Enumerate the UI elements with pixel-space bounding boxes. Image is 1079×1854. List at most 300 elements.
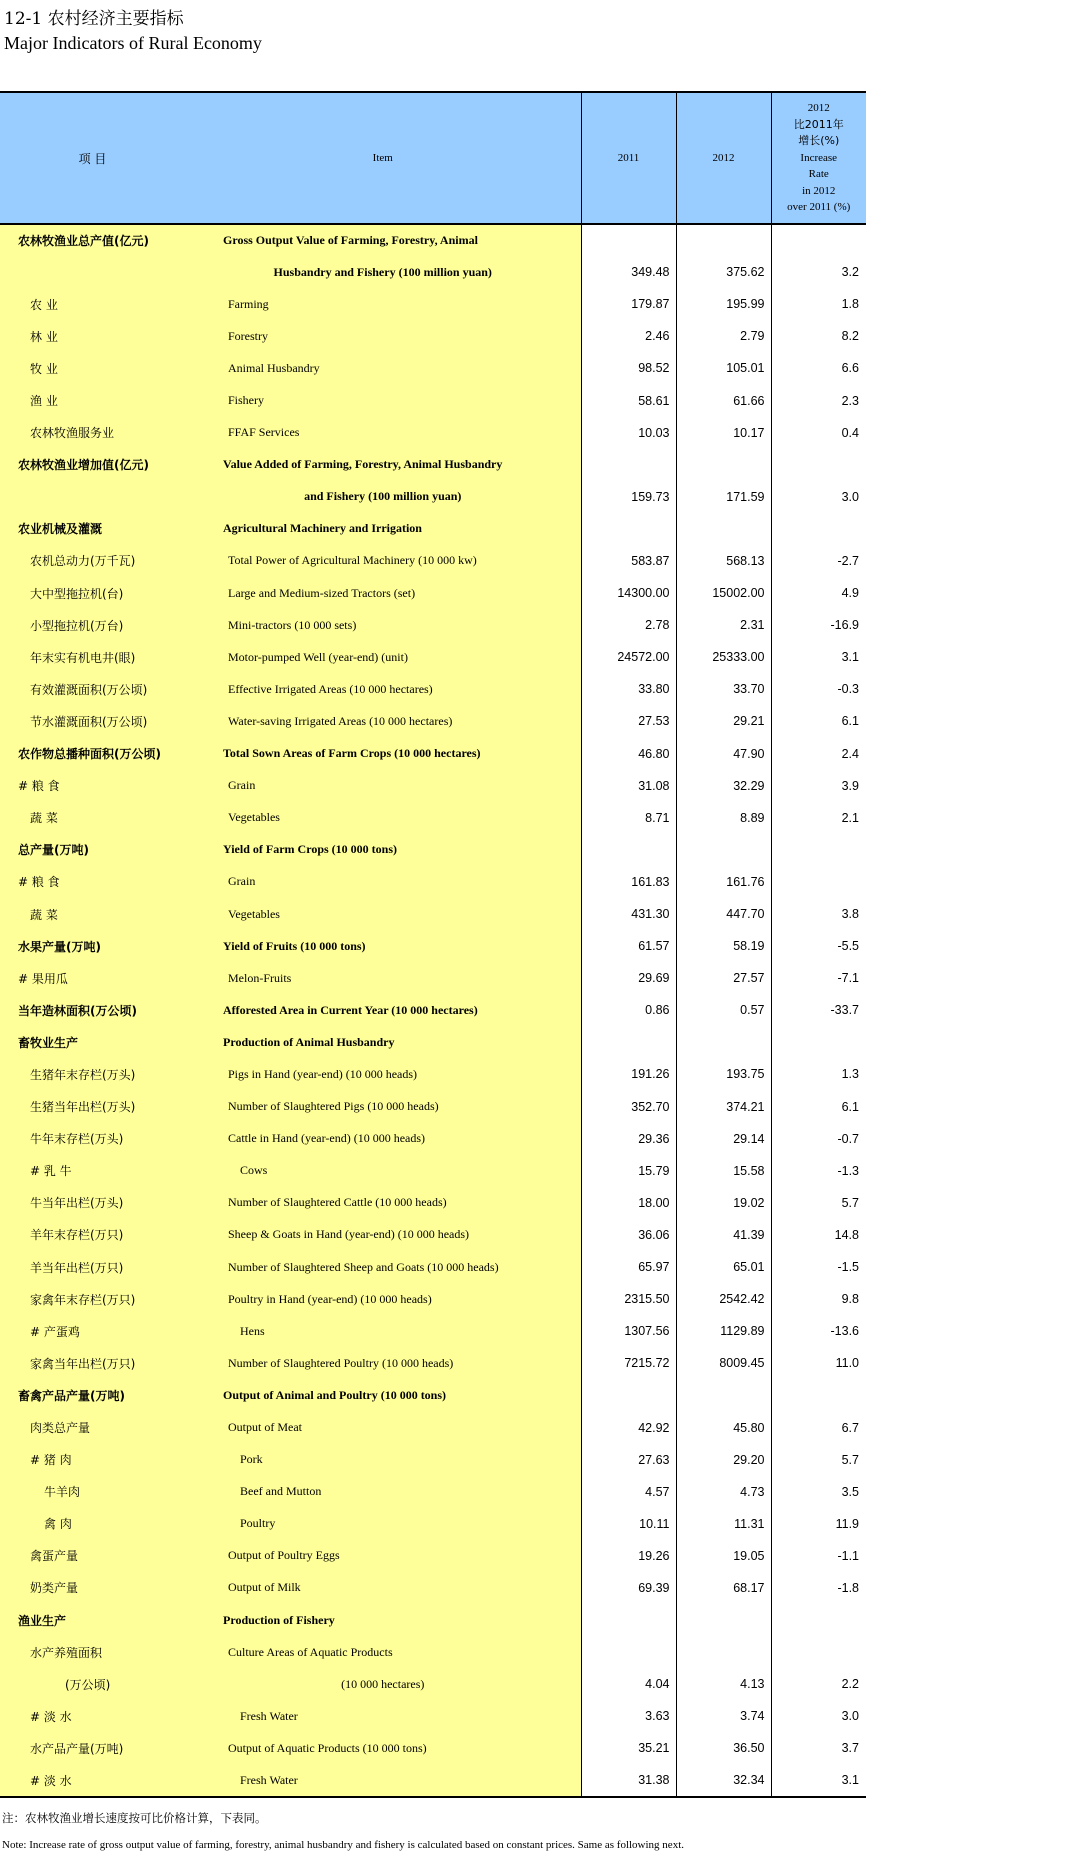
row-increase-rate: 2.4 [841, 746, 859, 761]
row-item-cn: 奶类产量 [0, 1572, 185, 1604]
row-increase-rate [771, 866, 866, 898]
row-value-2012: 0.57 [676, 994, 771, 1026]
row-value-2011 [581, 1026, 676, 1058]
row-item-en: Hens [185, 1315, 581, 1347]
table-row [0, 320, 866, 352]
row-value-2012: 45.80 [676, 1411, 771, 1443]
row-value-2012: 10.17 [676, 417, 771, 449]
row-increase-rate: 6.1 [841, 1099, 859, 1114]
table-row [0, 1219, 866, 1251]
table-row [0, 1155, 866, 1187]
table-row [0, 609, 866, 641]
row-item-en: Poultry in Hand (year-end) (10 000 heads) [185, 1283, 581, 1315]
row-item-cn: # 产蛋鸡 [0, 1315, 185, 1347]
row-value-2011: 2315.50 [581, 1283, 676, 1315]
row-item-cn: 农林牧渔业增加值(亿元) [0, 449, 185, 481]
row-increase-rate: 9.8 [841, 1292, 859, 1307]
row-item-cn: 有效灌溉面积(万公顷) [0, 673, 185, 705]
row-item-en: Yield of Fruits (10 000 tons) [185, 930, 581, 962]
row-value-2011: 27.63 [581, 1444, 676, 1476]
row-increase-rate: 0.4 [841, 425, 859, 440]
row-value-2011: 98.52 [581, 352, 676, 384]
row-value-2011: 61.57 [581, 930, 676, 962]
table-row [0, 449, 866, 481]
table-row [0, 673, 866, 705]
row-item-cn: 渔业生产 [0, 1604, 185, 1636]
table-row [0, 1091, 866, 1123]
row-item-cn: 水产养殖面积 [0, 1636, 185, 1668]
row-increase-rate: 6.1 [841, 714, 859, 729]
row-increase-rate: 3.1 [771, 1765, 866, 1797]
row-item-cn: 家禽当年出栏(万只) [0, 1347, 185, 1379]
row-item-cn: 蔬 菜 [0, 898, 185, 930]
row-item-en: Number of Slaughtered Cattle (10 000 heads) [185, 1187, 581, 1219]
row-value-2012: 32.34 [676, 1765, 771, 1797]
header-rate-line: 增长(%) [798, 134, 840, 148]
row-item-cn: 牧 业 [0, 352, 185, 384]
row-value-2012: 4.13 [676, 1668, 771, 1700]
row-value-2012 [676, 449, 771, 481]
row-value-2011 [581, 1604, 676, 1636]
row-value-2012: 32.29 [676, 770, 771, 802]
row-value-2012: 33.70 [676, 673, 771, 705]
table-row [0, 738, 866, 770]
row-increase-rate: 3.8 [841, 907, 859, 922]
table-row [0, 1636, 866, 1668]
row-increase-rate: 11.9 [835, 1516, 859, 1531]
row-item-cn: 蔬 菜 [0, 802, 185, 834]
row-value-2011: 7215.72 [581, 1347, 676, 1379]
row-value-2011: 4.04 [581, 1668, 676, 1700]
row-increase-rate: -16.9 [830, 618, 859, 633]
row-item-en: Vegetables [185, 802, 581, 834]
row-value-2011: 191.26 [581, 1058, 676, 1090]
table-row [0, 1765, 866, 1797]
row-value-2011: 159.73 [581, 481, 676, 513]
row-value-2011 [581, 1636, 676, 1668]
row-increase-rate: 5.7 [841, 1195, 859, 1210]
row-item-en: Gross Output Value of Farming, Forestry, Animal [185, 224, 581, 256]
row-value-2011: 583.87 [581, 545, 676, 577]
row-item-en: Grain [185, 866, 581, 898]
row-increase-rate: -1.5 [837, 1260, 859, 1275]
row-item-en: Farming [185, 288, 581, 320]
row-item-cn: # 粮 食 [0, 770, 185, 802]
row-increase-rate: -0.3 [837, 682, 859, 697]
table-row [0, 1347, 866, 1379]
row-item-cn: 羊当年出栏(万只) [0, 1251, 185, 1283]
row-item-en: and Fishery (100 million yuan) [185, 481, 581, 513]
row-item-cn: 农业机械及灌溉 [0, 513, 185, 545]
footnote-cn: 注：农林牧渔业增长速度按可比价格计算，下表同。 [2, 1811, 267, 1825]
row-item-en: Animal Husbandry [185, 352, 581, 384]
row-item-cn: 牛羊肉 [0, 1476, 185, 1508]
row-item-en: Number of Slaughtered Poultry (10 000 heads) [185, 1347, 581, 1379]
table-row [0, 1444, 866, 1476]
row-value-2012 [676, 1604, 771, 1636]
row-increase-rate: -1.3 [837, 1163, 859, 1178]
row-value-2012: 171.59 [676, 481, 771, 513]
row-increase-rate: 3.0 [841, 489, 859, 504]
row-increase-rate [771, 834, 866, 866]
row-value-2012: 36.50 [676, 1732, 771, 1764]
row-value-2012: 29.20 [676, 1444, 771, 1476]
table-row [0, 1187, 866, 1219]
row-item-cn: 农林牧渔业总产值(亿元) [0, 224, 185, 256]
row-item-en: Value Added of Farming, Forestry, Animal Husbandry [185, 449, 581, 481]
row-value-2012 [676, 1636, 771, 1668]
row-value-2012 [676, 224, 771, 256]
row-value-2012: 27.57 [676, 962, 771, 994]
row-item-cn: 水产品产量(万吨) [0, 1732, 185, 1764]
row-value-2011: 18.00 [581, 1187, 676, 1219]
row-item-en: Vegetables [185, 898, 581, 930]
row-increase-rate: 3.2 [841, 265, 859, 280]
table-row [0, 1700, 866, 1732]
row-item-cn: 生猪当年出栏(万头) [0, 1091, 185, 1123]
row-value-2011: 349.48 [581, 256, 676, 288]
row-increase-rate: 2.2 [841, 1677, 859, 1692]
row-item-en: Output of Meat [185, 1411, 581, 1443]
row-increase-rate: -5.5 [837, 939, 859, 954]
row-value-2012: 61.66 [676, 384, 771, 416]
table-row [0, 288, 866, 320]
row-item-en: Husbandry and Fishery (100 million yuan) [185, 256, 581, 288]
row-item-cn: 畜牧业生产 [0, 1026, 185, 1058]
row-value-2011: 36.06 [581, 1219, 676, 1251]
row-item-cn: 节水灌溉面积(万公顷) [0, 705, 185, 737]
header-item-en: Item [185, 92, 581, 224]
row-increase-rate: 2.1 [841, 810, 859, 825]
table-row [0, 770, 866, 802]
row-value-2011 [581, 449, 676, 481]
header-rate-line: Rate [808, 168, 829, 181]
row-value-2011 [581, 1379, 676, 1411]
table-row [0, 1411, 866, 1443]
row-value-2012 [676, 513, 771, 545]
row-item-en: Poultry [185, 1508, 581, 1540]
table-row [0, 224, 866, 256]
row-value-2011: 35.21 [581, 1732, 676, 1764]
row-increase-rate: -13.6 [830, 1324, 859, 1339]
row-item-en: Cows [185, 1155, 581, 1187]
row-item-en: Pork [185, 1444, 581, 1476]
row-item-en: Total Power of Agricultural Machinery (10 000 kw) [185, 545, 581, 577]
row-item-en: Culture Areas of Aquatic Products [185, 1636, 581, 1668]
row-value-2011: 58.61 [581, 384, 676, 416]
row-value-2011: 8.71 [581, 802, 676, 834]
row-increase-rate: 6.7 [841, 1420, 859, 1435]
row-value-2011: 10.03 [581, 417, 676, 449]
row-value-2011: 29.69 [581, 962, 676, 994]
row-item-cn: 总产量(万吨) [0, 834, 185, 866]
row-value-2012 [676, 1026, 771, 1058]
row-increase-rate: 1.3 [841, 1067, 859, 1082]
row-item-en: Mini-tractors (10 000 sets) [185, 609, 581, 641]
table-title-en: Major Indicators of Rural Economy [4, 33, 262, 53]
row-item-cn: 牛当年出栏(万头) [0, 1187, 185, 1219]
row-item-cn: 羊年末存栏(万只) [0, 1219, 185, 1251]
row-value-2011: 431.30 [581, 898, 676, 930]
row-item-en: Output of Poultry Eggs [185, 1540, 581, 1572]
row-item-en: Production of Animal Husbandry [185, 1026, 581, 1058]
row-item-en: Afforested Area in Current Year (10 000 hectares) [185, 994, 581, 1026]
row-value-2011: 69.39 [581, 1572, 676, 1604]
row-item-cn: 小型拖拉机(万台) [0, 609, 185, 641]
row-increase-rate: -1.1 [837, 1548, 859, 1563]
row-value-2011 [581, 224, 676, 256]
table-row [0, 994, 866, 1026]
row-value-2011: 161.83 [581, 866, 676, 898]
header-rate-line: over 2011 (%) [787, 201, 851, 214]
row-item-en: Yield of Farm Crops (10 000 tons) [185, 834, 581, 866]
row-value-2012 [676, 1379, 771, 1411]
row-item-en: Large and Medium-sized Tractors (set) [185, 577, 581, 609]
header-increase-rate [771, 92, 866, 224]
row-increase-rate: 11.0 [835, 1356, 859, 1371]
row-value-2011: 24572.00 [581, 641, 676, 673]
row-item-en: (10 000 hectares) [185, 1668, 581, 1700]
table-row [0, 545, 866, 577]
row-value-2012: 15002.00 [676, 577, 771, 609]
row-item-cn: (万公顷) [0, 1668, 185, 1700]
row-item-en: Water-saving Irrigated Areas (10 000 hectares) [185, 705, 581, 737]
row-item-en: Forestry [185, 320, 581, 352]
row-item-cn: 生猪年末存栏(万头) [0, 1058, 185, 1090]
row-increase-rate [771, 1604, 866, 1636]
row-value-2012: 65.01 [676, 1251, 771, 1283]
table-row [0, 256, 866, 288]
row-item-en: Output of Aquatic Products (10 000 tons) [185, 1732, 581, 1764]
row-item-en: Effective Irrigated Areas (10 000 hectares) [185, 673, 581, 705]
row-increase-rate: 3.0 [841, 1709, 859, 1724]
row-value-2012: 2.31 [676, 609, 771, 641]
row-item-cn: 农机总动力(万千瓦) [0, 545, 185, 577]
row-value-2011: 31.38 [581, 1765, 676, 1797]
table-row [0, 384, 866, 416]
table-row [0, 1315, 866, 1347]
table-row [0, 1572, 866, 1604]
row-increase-rate: 2.3 [841, 393, 859, 408]
row-increase-rate [771, 1026, 866, 1058]
row-item-cn: # 淡 水 [0, 1700, 185, 1732]
table-title-cn: 12-1 农村经济主要指标 [4, 9, 184, 29]
row-value-2011: 179.87 [581, 288, 676, 320]
header-rate-line: Increase [800, 151, 838, 164]
table-row [0, 1732, 866, 1764]
row-item-cn: 大中型拖拉机(台) [0, 577, 185, 609]
row-value-2012: 1129.89 [676, 1315, 771, 1347]
row-increase-rate: -7.1 [837, 971, 859, 986]
table-row [0, 705, 866, 737]
table-row [0, 1283, 866, 1315]
row-value-2011: 42.92 [581, 1411, 676, 1443]
row-item-en: Pigs in Hand (year-end) (10 000 heads) [185, 1058, 581, 1090]
row-value-2011 [581, 834, 676, 866]
table-row [0, 577, 866, 609]
row-increase-rate: 3.7 [841, 1741, 859, 1756]
table-row [0, 1668, 866, 1700]
table-row [0, 1058, 866, 1090]
row-item-cn: # 淡 水 [0, 1765, 185, 1797]
row-item-cn: 畜禽产品产量(万吨) [0, 1379, 185, 1411]
row-item-cn: 家禽年末存栏(万只) [0, 1283, 185, 1315]
row-value-2011: 2.46 [581, 320, 676, 352]
row-increase-rate: 4.9 [841, 586, 859, 601]
row-item-en: Fresh Water [185, 1700, 581, 1732]
row-value-2012: 375.62 [676, 256, 771, 288]
row-value-2011: 31.08 [581, 770, 676, 802]
row-item-cn: # 果用瓜 [0, 962, 185, 994]
table-row [0, 898, 866, 930]
row-increase-rate: 8.2 [841, 329, 859, 344]
indicators-table-container [0, 91, 866, 1798]
table-row [0, 962, 866, 994]
row-item-cn [0, 481, 185, 513]
row-increase-rate [771, 449, 866, 481]
row-item-en: Sheep & Goats in Hand (year-end) (10 000 heads) [185, 1219, 581, 1251]
row-item-cn: 渔 业 [0, 384, 185, 416]
table-row [0, 417, 866, 449]
table-row [0, 866, 866, 898]
row-increase-rate: -1.8 [837, 1580, 859, 1595]
row-increase-rate [771, 1636, 866, 1668]
header-rate-line: 2012 [807, 102, 830, 115]
footnote-en: Note: Increase rate of gross output value of farming, forestry, animal husbandry and fishery is calculated based on constant prices. Same as following next. [2, 1839, 684, 1851]
row-item-cn: 农林牧渔服务业 [0, 417, 185, 449]
row-item-en: Total Sown Areas of Farm Crops (10 000 hectares) [185, 738, 581, 770]
row-item-en: Number of Slaughtered Sheep and Goats (10 000 heads) [185, 1251, 581, 1283]
table-row [0, 802, 866, 834]
row-item-cn: 禽蛋产量 [0, 1540, 185, 1572]
row-value-2011: 3.63 [581, 1700, 676, 1732]
row-value-2012: 8009.45 [676, 1347, 771, 1379]
row-item-cn: 牛年末存栏(万头) [0, 1123, 185, 1155]
header-rate-line: in 2012 [802, 184, 836, 197]
row-value-2012: 195.99 [676, 288, 771, 320]
row-increase-rate [771, 513, 866, 545]
row-value-2012: 161.76 [676, 866, 771, 898]
table-row [0, 641, 866, 673]
row-item-en: Production of Fishery [185, 1604, 581, 1636]
row-value-2011: 15.79 [581, 1155, 676, 1187]
row-increase-rate: 14.8 [834, 1227, 859, 1242]
row-item-cn: 林 业 [0, 320, 185, 352]
row-item-cn: 水果产量(万吨) [0, 930, 185, 962]
table-row [0, 1540, 866, 1572]
row-value-2011: 0.86 [581, 994, 676, 1026]
row-item-en: Beef and Mutton [185, 1476, 581, 1508]
table-body [0, 224, 866, 1797]
indicators-table [0, 91, 866, 1798]
row-value-2012: 4.73 [676, 1476, 771, 1508]
row-value-2012: 374.21 [676, 1091, 771, 1123]
row-increase-rate: 3.5 [841, 1484, 859, 1499]
row-value-2012: 68.17 [676, 1572, 771, 1604]
row-value-2012: 19.05 [676, 1540, 771, 1572]
header-rate-line: 比2011年 [793, 117, 844, 131]
row-value-2012: 105.01 [676, 352, 771, 384]
header-year-2012: 2012 [676, 92, 771, 224]
row-value-2011: 27.53 [581, 705, 676, 737]
row-item-cn: 年末实有机电井(眼) [0, 641, 185, 673]
row-item-en: Motor-pumped Well (year-end) (unit) [185, 641, 581, 673]
row-value-2012: 47.90 [676, 738, 771, 770]
table-row [0, 1476, 866, 1508]
row-value-2011 [581, 513, 676, 545]
row-value-2012: 2542.42 [676, 1283, 771, 1315]
row-item-cn: 肉类总产量 [0, 1411, 185, 1443]
table-row [0, 1379, 866, 1411]
row-value-2012: 29.14 [676, 1123, 771, 1155]
row-item-en: Number of Slaughtered Pigs (10 000 heads) [185, 1091, 581, 1123]
row-value-2011: 46.80 [581, 738, 676, 770]
row-value-2012: 8.89 [676, 802, 771, 834]
row-item-cn: # 猪 肉 [0, 1444, 185, 1476]
row-increase-rate [771, 224, 866, 256]
row-item-cn: 当年造林面积(万公顷) [0, 994, 185, 1026]
table-row [0, 352, 866, 384]
row-value-2012: 41.39 [676, 1219, 771, 1251]
row-increase-rate: -0.7 [837, 1131, 859, 1146]
row-value-2011: 65.97 [581, 1251, 676, 1283]
row-increase-rate: 6.6 [841, 361, 859, 376]
row-increase-rate: -33.7 [830, 1003, 859, 1018]
row-value-2011: 29.36 [581, 1123, 676, 1155]
row-value-2012: 11.31 [676, 1508, 771, 1540]
row-value-2011: 1307.56 [581, 1315, 676, 1347]
table-header-row [0, 92, 866, 224]
row-item-cn: # 乳 牛 [0, 1155, 185, 1187]
table-row [0, 1604, 866, 1636]
row-item-cn: 农 业 [0, 288, 185, 320]
row-value-2011: 14300.00 [581, 577, 676, 609]
row-value-2011: 2.78 [581, 609, 676, 641]
row-increase-rate: -2.7 [837, 553, 859, 568]
row-item-cn: 农作物总播种面积(万公顷) [0, 738, 185, 770]
row-value-2011: 10.11 [581, 1508, 676, 1540]
row-increase-rate: 5.7 [841, 1452, 859, 1467]
header-item-cn: 项 目 [0, 92, 185, 224]
row-value-2012 [676, 834, 771, 866]
row-value-2012: 19.02 [676, 1187, 771, 1219]
row-increase-rate: 3.9 [841, 778, 859, 793]
row-increase-rate: 1.8 [841, 297, 859, 312]
row-value-2011: 352.70 [581, 1091, 676, 1123]
table-row [0, 481, 866, 513]
row-value-2012: 447.70 [676, 898, 771, 930]
row-item-en: Cattle in Hand (year-end) (10 000 heads) [185, 1123, 581, 1155]
row-item-en: Grain [185, 770, 581, 802]
row-item-en: Output of Animal and Poultry (10 000 tons) [185, 1379, 581, 1411]
row-item-en: FFAF Services [185, 417, 581, 449]
row-item-cn: 禽 肉 [0, 1508, 185, 1540]
header-year-2011: 2011 [581, 92, 676, 224]
row-item-en: Melon-Fruits [185, 962, 581, 994]
row-increase-rate: 3.1 [841, 650, 859, 665]
row-item-cn [0, 256, 185, 288]
row-value-2012: 29.21 [676, 705, 771, 737]
row-value-2011: 19.26 [581, 1540, 676, 1572]
row-value-2011: 33.80 [581, 673, 676, 705]
row-value-2012: 58.19 [676, 930, 771, 962]
table-row [0, 1508, 866, 1540]
row-item-en: Fishery [185, 384, 581, 416]
row-value-2012: 3.74 [676, 1700, 771, 1732]
row-item-en: Output of Milk [185, 1572, 581, 1604]
table-row [0, 834, 866, 866]
table-row [0, 930, 866, 962]
